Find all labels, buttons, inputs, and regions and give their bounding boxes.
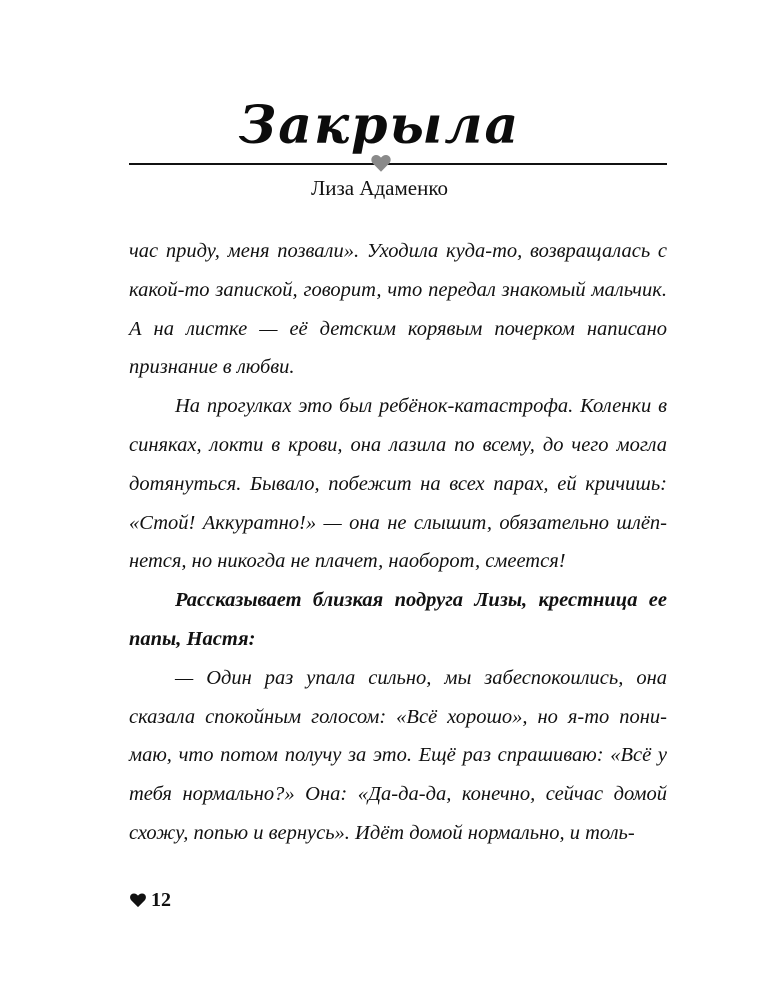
paragraph: час приду, меня позвали». Уходила куда-то, возвращалась с какой-то запиской, говорит, что передал знакомый мальчик. А на листке — её детским корявым почерком написано признание в любви. [129, 240, 667, 379]
page-header [0, 0, 759, 210]
page-footer [129, 886, 171, 914]
paragraph: — Один раз упала сильно, мы забеспокоились, она сказала спокойным голосом: «Всё хорошо», но я-то понимаю, что потом получу за это. Ещё раз спрашиваю: «Всё у тебя нормально?» Она: «Да-да-да, конечно, сейчас домой схожу, попью и вернусь». Идёт домой нормально, и толь- [129, 666, 667, 844]
paragraph: На прогулках это был ребёнок-катастрофа. Коленки в синяках, локти в крови, она лазила по всему, до чего могла дотянуться. Бывало, побежит на всех парах, ей кричишь: «Стой! Аккуратно!» — она не слышит, обязательно шлёпнется, но никогда не плачет, наоборот, смеется! [129, 395, 667, 573]
page-number: 12 [151, 888, 171, 911]
book-title: Закрыла [238, 95, 521, 156]
heart-icon [370, 152, 392, 174]
page-body [129, 232, 667, 853]
speaker-intro: Рассказывает близкая подруга Лизы, крестница ее папы, Настя: [129, 589, 667, 650]
heart-icon [129, 891, 147, 909]
header-divider [129, 163, 667, 165]
book-author: Лиза Адаменко [310, 176, 448, 200]
